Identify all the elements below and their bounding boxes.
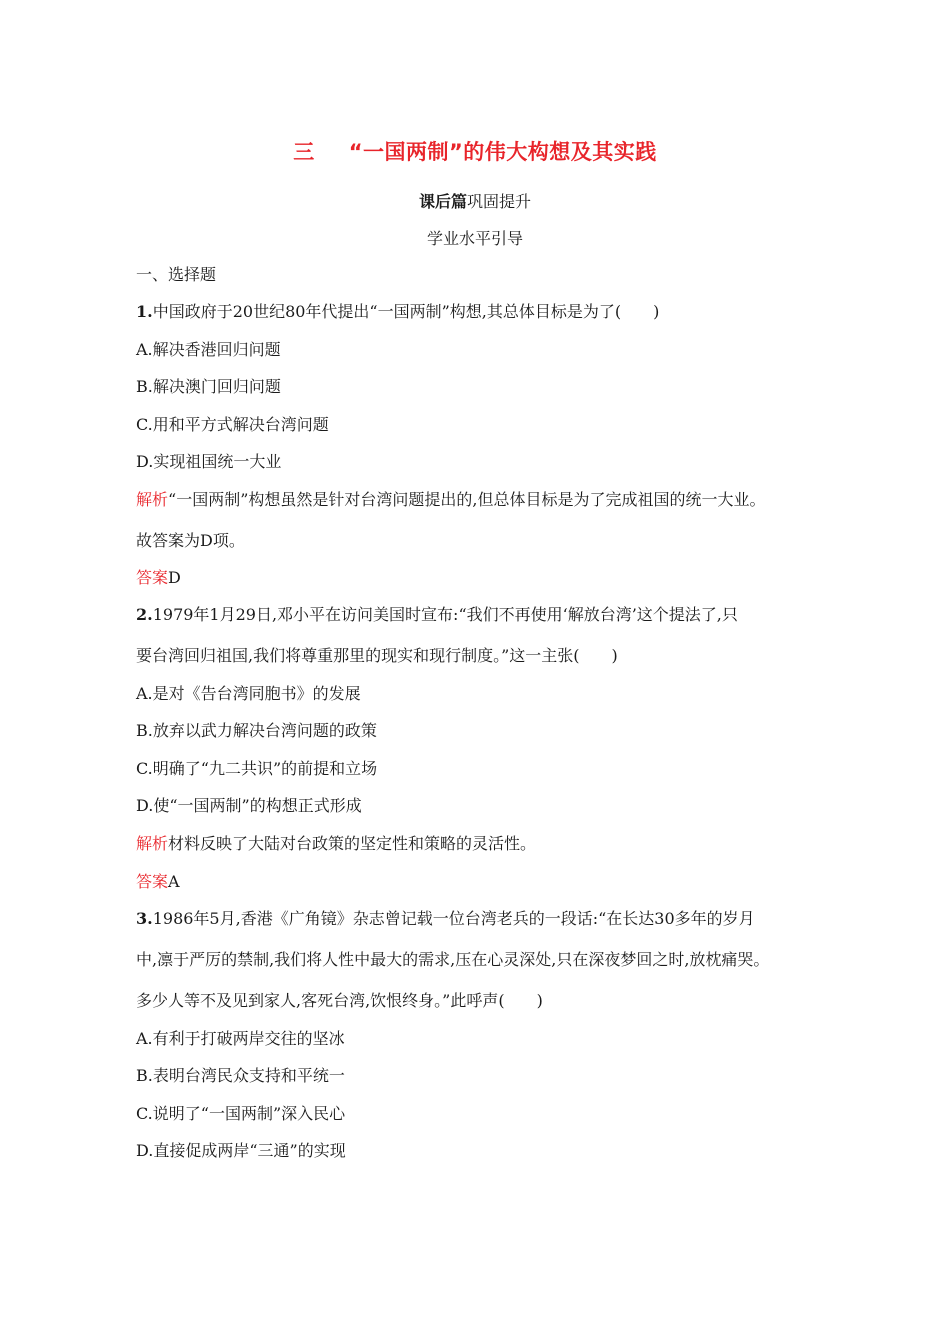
question-1-stem (136, 299, 659, 322)
subtitle-bold: 课后篇 (418, 192, 467, 211)
answer (136, 869, 180, 892)
option-c: C.明确了“九二共识”的前提和立场 (136, 759, 378, 778)
option-c: C.说明了“一国两制”深入民心 (136, 1104, 346, 1123)
answer-label: 答案 (136, 568, 169, 587)
option-d: D.直接促成两岸“三通”的实现 (136, 1141, 346, 1160)
option-a: A.有利于打破两岸交往的坚冰 (136, 1029, 345, 1048)
answer-value: D (168, 568, 181, 587)
section-heading: 一、选择题 (136, 265, 217, 284)
analysis (136, 831, 536, 854)
option-a: A.是对《告台湾同胞书》的发展 (136, 684, 361, 703)
question-2-stem-continued: 要台湾回归祖国,我们将尊重那里的现实和现行制度。”这一主张( ) (136, 646, 618, 665)
answer-label: 答案 (136, 872, 169, 891)
title-number: 三 (293, 140, 315, 164)
option-a: A.解决香港回归问题 (136, 340, 281, 359)
option-d: D.实现祖国统一大业 (136, 452, 282, 471)
question-3-stem-continued: 中,凛于严厉的禁制,我们将人性中最大的需求,压在心灵深处,只在深夜梦回之时,放枕痛哭。 (136, 950, 770, 969)
analysis-label: 解析 (136, 834, 169, 853)
question-number: 2. (136, 605, 153, 624)
question-text: 1979年1月29日,邓小平在访问美国时宣布:“我们不再使用‘解放台湾’这个提法了,只 (152, 605, 738, 624)
option-b: B.放弃以武力解决台湾问题的政策 (136, 721, 377, 740)
option-b: B.表明台湾民众支持和平统一 (136, 1066, 345, 1085)
question-3-stem-continued-2: 多少人等不及见到家人,客死台湾,饮恨终身。”此呼声( ) (136, 991, 543, 1010)
question-2-stem (136, 602, 738, 625)
answer (136, 565, 181, 588)
analysis-continued: 故答案为D项。 (136, 531, 245, 550)
section-subtitle (0, 189, 950, 212)
title-text: “一国两制”的伟大构想及其实践 (348, 140, 657, 164)
page-title (0, 136, 950, 166)
subtitle-rest: 巩固提升 (467, 192, 532, 211)
question-text: 1986年5月,香港《广角镜》杂志曾记载一位台湾老兵的一段话:“在长达30多年的岁月 (152, 909, 755, 928)
question-number: 3. (136, 909, 153, 928)
analysis-label: 解析 (136, 490, 169, 509)
question-3-stem (136, 906, 755, 929)
option-d: D.使“一国两制”的构想正式形成 (136, 796, 362, 815)
question-text: 中国政府于20世纪80年代提出“一国两制”构想,其总体目标是为了( ) (152, 302, 660, 321)
answer-value: A (168, 872, 180, 891)
question-number: 1. (136, 302, 153, 321)
analysis-text: “一国两制”构想虽然是针对台湾问题提出的,但总体目标是为了完成祖国的统一大业。 (168, 490, 766, 509)
level-heading: 学业水平引导 (426, 229, 523, 248)
option-b: B.解决澳门回归问题 (136, 377, 281, 396)
analysis (136, 487, 765, 510)
analysis-text: 材料反映了大陆对台政策的坚定性和策略的灵活性。 (168, 834, 537, 853)
option-c: C.用和平方式解决台湾问题 (136, 415, 329, 434)
